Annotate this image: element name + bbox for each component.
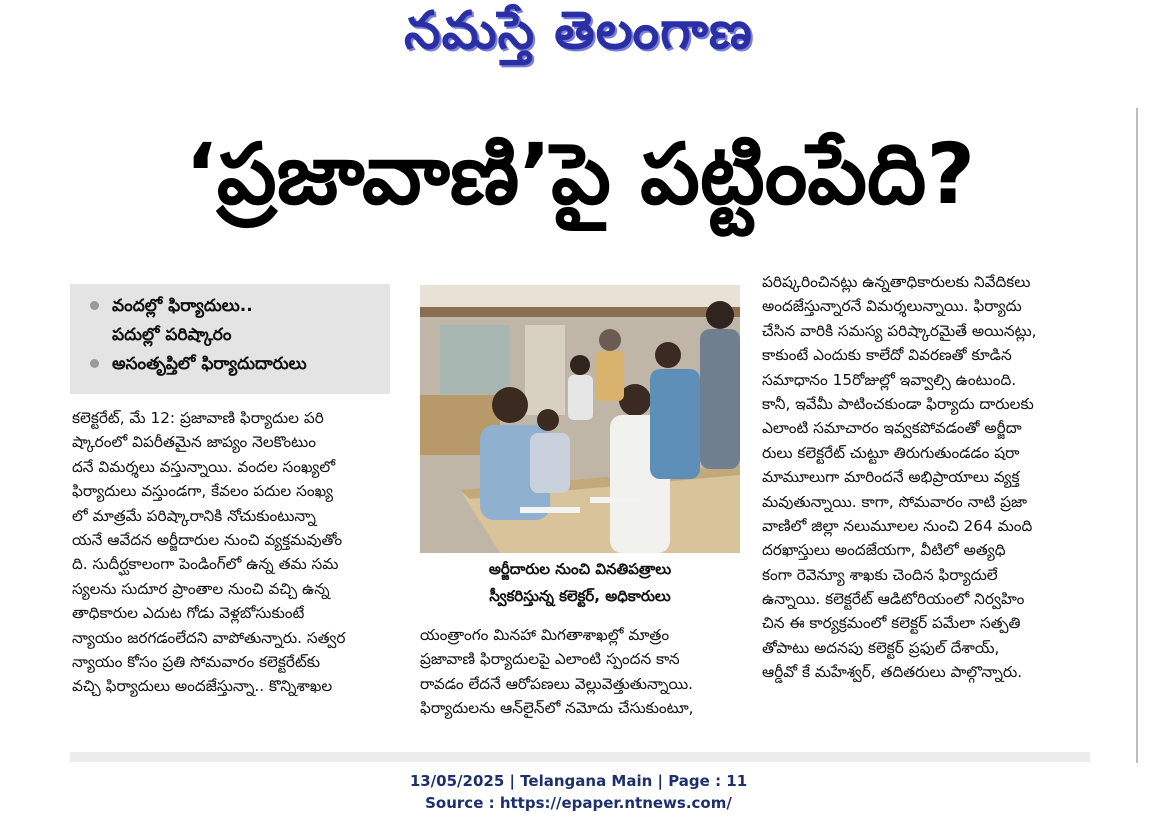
article-column-middle bbox=[420, 623, 742, 721]
highlight-text: వందల్లో ఫిర్యాదులు.. bbox=[112, 296, 253, 316]
text-line: దరఖాస్తులు అందజేయగా, వీటిలో అత్యధి bbox=[762, 541, 1006, 560]
footer-date-page: 13/05/2025 | Telangana Main | Page : 11 bbox=[409, 772, 748, 790]
masthead bbox=[0, 2, 1157, 72]
article-headline bbox=[70, 118, 1090, 250]
text-line: ప్రజావాణి ఫిర్యాదులపై ఎలాంటి స్పందన కాన bbox=[420, 650, 680, 669]
highlight-text: అసంతృప్తిలో ఫిర్యాదుదారులు bbox=[112, 354, 307, 374]
caption-line: అర్జీదారుల నుంచి వినతిపత్రాలు bbox=[488, 560, 672, 578]
text-line: ఎలాంటి సమాచారం ఇవ్వకపోవడంతో అర్జీదా bbox=[762, 419, 1022, 438]
article-photo bbox=[420, 285, 740, 553]
highlight-item bbox=[82, 292, 382, 321]
text-line: తాధికారుల ఎదుట గోడు వెళ్లబోసుకుంటే bbox=[72, 604, 305, 623]
text-line: దనే విమర్శలు వస్తున్నాయి. వందల సంఖ్యలో bbox=[72, 457, 336, 476]
page-edge-divider bbox=[1136, 108, 1138, 763]
bullet-icon bbox=[90, 359, 99, 368]
text-line: ఉన్నాయి. కలెక్టరేట్ ఆడిటోరియంలో నిర్వహిం bbox=[762, 590, 1025, 609]
text-line: వాణిలో జిల్లా నలుమూలల నుంచి 264 మంది bbox=[762, 516, 1033, 535]
text-line: అందజేస్తున్నారనే విమర్శలున్నాయి. ఫిర్యాదు bbox=[762, 297, 1022, 316]
article-column-left bbox=[72, 406, 394, 699]
text-line: వచ్చి ఫిర్యాదులు అందజేస్తున్నా.. కొన్నిశాఖల bbox=[72, 677, 333, 696]
footer-source-link[interactable]: Source : https://epaper.ntnews.com/ bbox=[425, 794, 732, 812]
text-line: రావడం లేదనే ఆరోపణలు వెల్లువెత్తుతున్నాయి. bbox=[420, 674, 693, 693]
article-column-right bbox=[762, 270, 1086, 685]
page-footer bbox=[0, 770, 1157, 814]
text-line: తోపాటు అదనపు కలెక్టర్ ప్రఫుల్ దేశాయ్, bbox=[762, 638, 1000, 657]
highlight-item bbox=[82, 350, 382, 379]
text-line: కలెక్టరేట్, మే 12: ప్రజావాణి ఫిర్యాదుల పరి bbox=[72, 409, 324, 427]
highlight-item bbox=[82, 321, 382, 350]
bottom-divider bbox=[70, 752, 1090, 762]
text-line: చిన ఈ కార్యక్రమంలో కలెక్టర్ పమేలా సత్పతి bbox=[762, 614, 1021, 633]
highlights-box bbox=[70, 284, 390, 394]
text-line: కంగా రెవెన్యూ శాఖకు చెందిన ఫిర్యాదులే bbox=[762, 565, 998, 584]
bullet-icon bbox=[90, 301, 99, 310]
headline-text: ‘ప్రజావాణి’పై పట్టింపేది? bbox=[184, 124, 976, 223]
text-line: కానీ, ఇవేమీ పాటించకుండా ఫిర్యాదు దారులకు bbox=[762, 394, 1034, 413]
text-line: ఫిర్యాదులు వస్తుండగా, కేవలం పదుల సంఖ్య bbox=[72, 482, 333, 501]
photo-illustration bbox=[420, 285, 740, 553]
text-line: యనే ఆవేదన అర్జీదారుల నుంచి వ్యక్తమవుతోం bbox=[72, 530, 343, 549]
text-line: యంత్రాంగం మినహా మిగతాశాఖల్లో మాత్రం bbox=[420, 626, 670, 644]
text-line: రులు కలెక్టరేట్ చుట్టూ తిరుగుతుండడం షరా bbox=[762, 443, 1020, 462]
text-line: ష్కారంలో విపరీతమైన జాప్యం నెలకొంటుం bbox=[72, 433, 316, 452]
text-line: స్యలను సుదూర ప్రాంతాల నుంచి వచ్చి ఉన్న bbox=[72, 579, 330, 598]
text-line: ఆర్డీవో కే మహేశ్వర్, తదితరులు పాల్గొన్నారు. bbox=[762, 663, 1023, 682]
text-line: చేసిన వారికి సమస్య పరిష్కారమైతే అయినట్లు, bbox=[762, 321, 1037, 340]
text-line: కాకుంటే ఎందుకు కాలేదో వివరణతో కూడిన bbox=[762, 346, 1012, 365]
text-line: న్యాయం జరగడంలేదని వాపోతున్నారు. సత్వర bbox=[72, 628, 346, 647]
text-line: మామూలుగా మారిందనే అభిప్రాయాలు వ్యక్త bbox=[762, 468, 1020, 487]
photo-caption bbox=[420, 556, 740, 616]
text-line: న్యాయం కోసం ప్రతి సోమవారం కలెక్టరేట్‌కు bbox=[72, 652, 321, 671]
highlight-text: పదుల్లో పరిష్కారం bbox=[112, 325, 232, 345]
text-line: ది. సుదీర్ఘకాలంగా పెండింగ్‌లో ఉన్న తమ సమ bbox=[72, 555, 339, 574]
text-line: ఫిర్యాదులను ఆన్‌లైన్‌లో నమోదు చేసుకుంటూ, bbox=[420, 699, 694, 718]
caption-line: స్వీకరిస్తున్న కలెక్టర్, అధికారులు bbox=[489, 587, 671, 605]
newspaper-logo: నమస్తే తెలంగాణ bbox=[404, 0, 753, 61]
text-line: మవుతున్నాయి. కాగా, సోమవారం నాటి ప్రజా bbox=[762, 492, 1028, 511]
text-line: లో మాత్రమే పరిష్కారానికి నోచుకుంటున్నా bbox=[72, 506, 316, 525]
text-line: పరిష్కరించినట్లు ఉన్నతాధికారులకు నివేదికలు bbox=[762, 273, 1031, 291]
text-line: సమాధానం 15రోజుల్లో ఇవ్వాల్సి ఉంటుంది. bbox=[762, 370, 1017, 389]
